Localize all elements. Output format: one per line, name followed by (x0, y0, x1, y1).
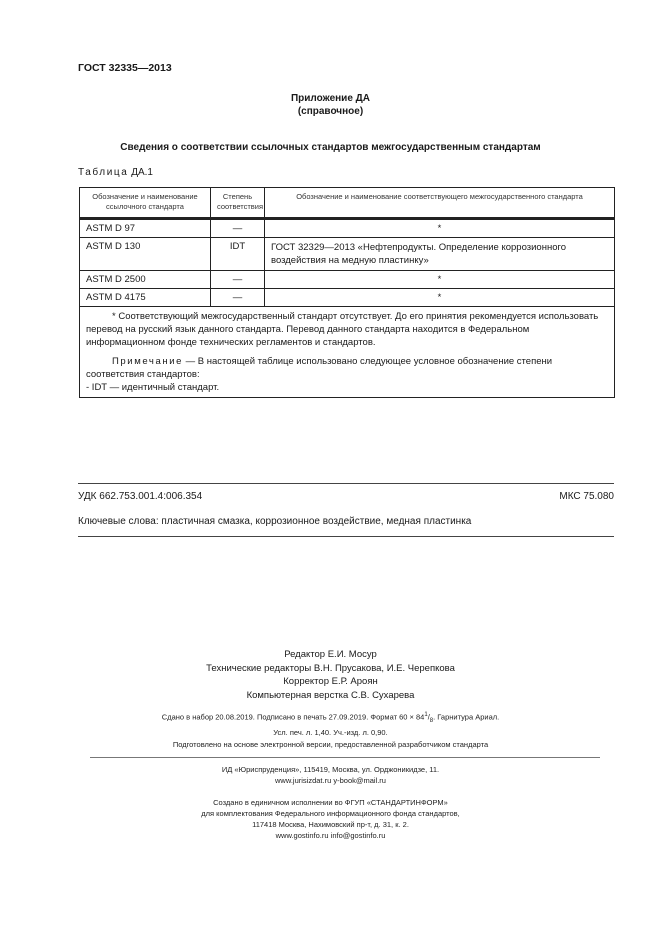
print-dates: Сдано в набор 20.08.2019. Подписано в печать 27.09.2019. Формат 60 × 84 (161, 712, 425, 722)
print-details (0, 710, 661, 738)
table-row (80, 271, 615, 289)
creator-block (0, 797, 661, 841)
cell-standard: * (265, 219, 615, 238)
appendix-title: Приложение ДА (290, 93, 371, 104)
document-number: ГОСТ 32335—2013 (78, 62, 172, 74)
header-ref-standard: Обозначение и наименование ссылочного стандарта (80, 188, 211, 219)
cell-standard: * (265, 289, 615, 307)
table-note (86, 355, 608, 381)
publisher-address: ИД «Юриспруденция», 115419, Москва, ул. Орджоникидзе, 11. (221, 765, 440, 774)
section-title: Сведения о соответствии ссылочных стандартов межгосударственным стандартам (120, 142, 541, 153)
creator-line-4: www.gostinfo.ru info@gostinfo.ru (275, 831, 386, 840)
publisher-contacts: www.jurisizdat.ru y-book@mail.ru (275, 776, 386, 785)
note-item: - IDT — идентичный стандарт. (86, 382, 220, 393)
cell-degree: — (211, 219, 265, 238)
appendix-subtitle: (справочное) (297, 106, 364, 117)
header-degree: Степень соответствия (211, 188, 265, 219)
divider-top (78, 483, 614, 484)
table-header-row (80, 188, 615, 219)
divider-bottom (78, 536, 614, 537)
creator-line-3: 117418 Москва, Нахимовский пр-т, д. 31, к. 2. (252, 820, 409, 829)
cell-ref: ASTM D 97 (80, 219, 211, 238)
cell-standard: * (265, 271, 615, 289)
table-notes (80, 307, 615, 398)
table-row (80, 289, 615, 307)
mks-code: МКС 75.080 (559, 491, 614, 502)
cell-degree: IDT (211, 238, 265, 271)
table-row (80, 238, 615, 271)
correspondence-table (79, 187, 615, 398)
table-label-number: ДА.1 (131, 167, 153, 178)
cell-ref: ASTM D 130 (80, 238, 211, 271)
divider-publisher (90, 757, 600, 758)
creator-line-1: Создано в единичном исполнении во ФГУП «СТАНДАРТИНФОРМ» (213, 798, 448, 807)
credit-layout: Компьютерная верстка С.В. Сухарева (246, 689, 415, 701)
credit-corrector: Корректор Е.Р. Ароян (283, 676, 378, 687)
creator-line-2: для комплектования Федерального информационного фонда стандартов, (201, 809, 460, 818)
publisher-block (0, 764, 661, 786)
table-row (80, 219, 615, 238)
header-interstate-standard: Обозначение и наименование соответствующего межгосударственного стандарта (265, 188, 615, 219)
table-footnote: * Соответствующий межгосударственный стандарт отсутствует. До его принятия рекомендуется использовать перевод на русский язык данного стандарта. Перевод данного стандарта находится в Федеральном информационном фонде технических регламентов и стандартов. (86, 311, 599, 348)
print-line-1: Сдано в набор 20.08.2019. Подписано в печать 27.09.2019. Формат $60 \times 84^1/_8$. Гарнитура Ариал. (161, 712, 500, 724)
keywords: Ключевые слова: пластичная смазка, коррозионное воздействие, медная пластинка (78, 516, 472, 527)
credit-tech-editors: Технические редакторы В.Н. Прусакова, И.Е. Черепкова (206, 662, 455, 674)
table-label-word: Таблица (78, 167, 129, 178)
print-typeface: . Гарнитура Ариал. (433, 712, 500, 722)
cell-degree: — (211, 289, 265, 307)
print-line-2: Усл. печ. л. 1,40. Уч.-изд. л. 0,90. (273, 728, 388, 737)
credit-editor: Редактор Е.И. Мосур (284, 649, 377, 660)
cell-ref: ASTM D 4175 (80, 289, 211, 307)
format-fraction-num: 1 (424, 712, 428, 718)
table-notes-row (80, 307, 615, 398)
udk-code: УДК 662.753.001.4:006.354 (78, 491, 203, 502)
cell-standard: ГОСТ 32329—2013 «Нефтепродукты. Определение коррозионного воздействия на медную пластинку» (265, 238, 615, 271)
note-text: — В настоящей таблице использовано следующее условное обозначение степени соответствия стандартов: (86, 356, 553, 380)
cell-degree: — (211, 271, 265, 289)
credits-block (0, 648, 661, 702)
table-label (78, 167, 153, 178)
cell-ref: ASTM D 2500 (80, 271, 211, 289)
prepared-note: Подготовлено на основе электронной версии, предоставленной разработчиком стандарта (172, 740, 489, 749)
appendix-heading (0, 92, 661, 118)
format-fraction-den: 8 (429, 718, 434, 724)
note-word: Примечание (112, 356, 183, 367)
